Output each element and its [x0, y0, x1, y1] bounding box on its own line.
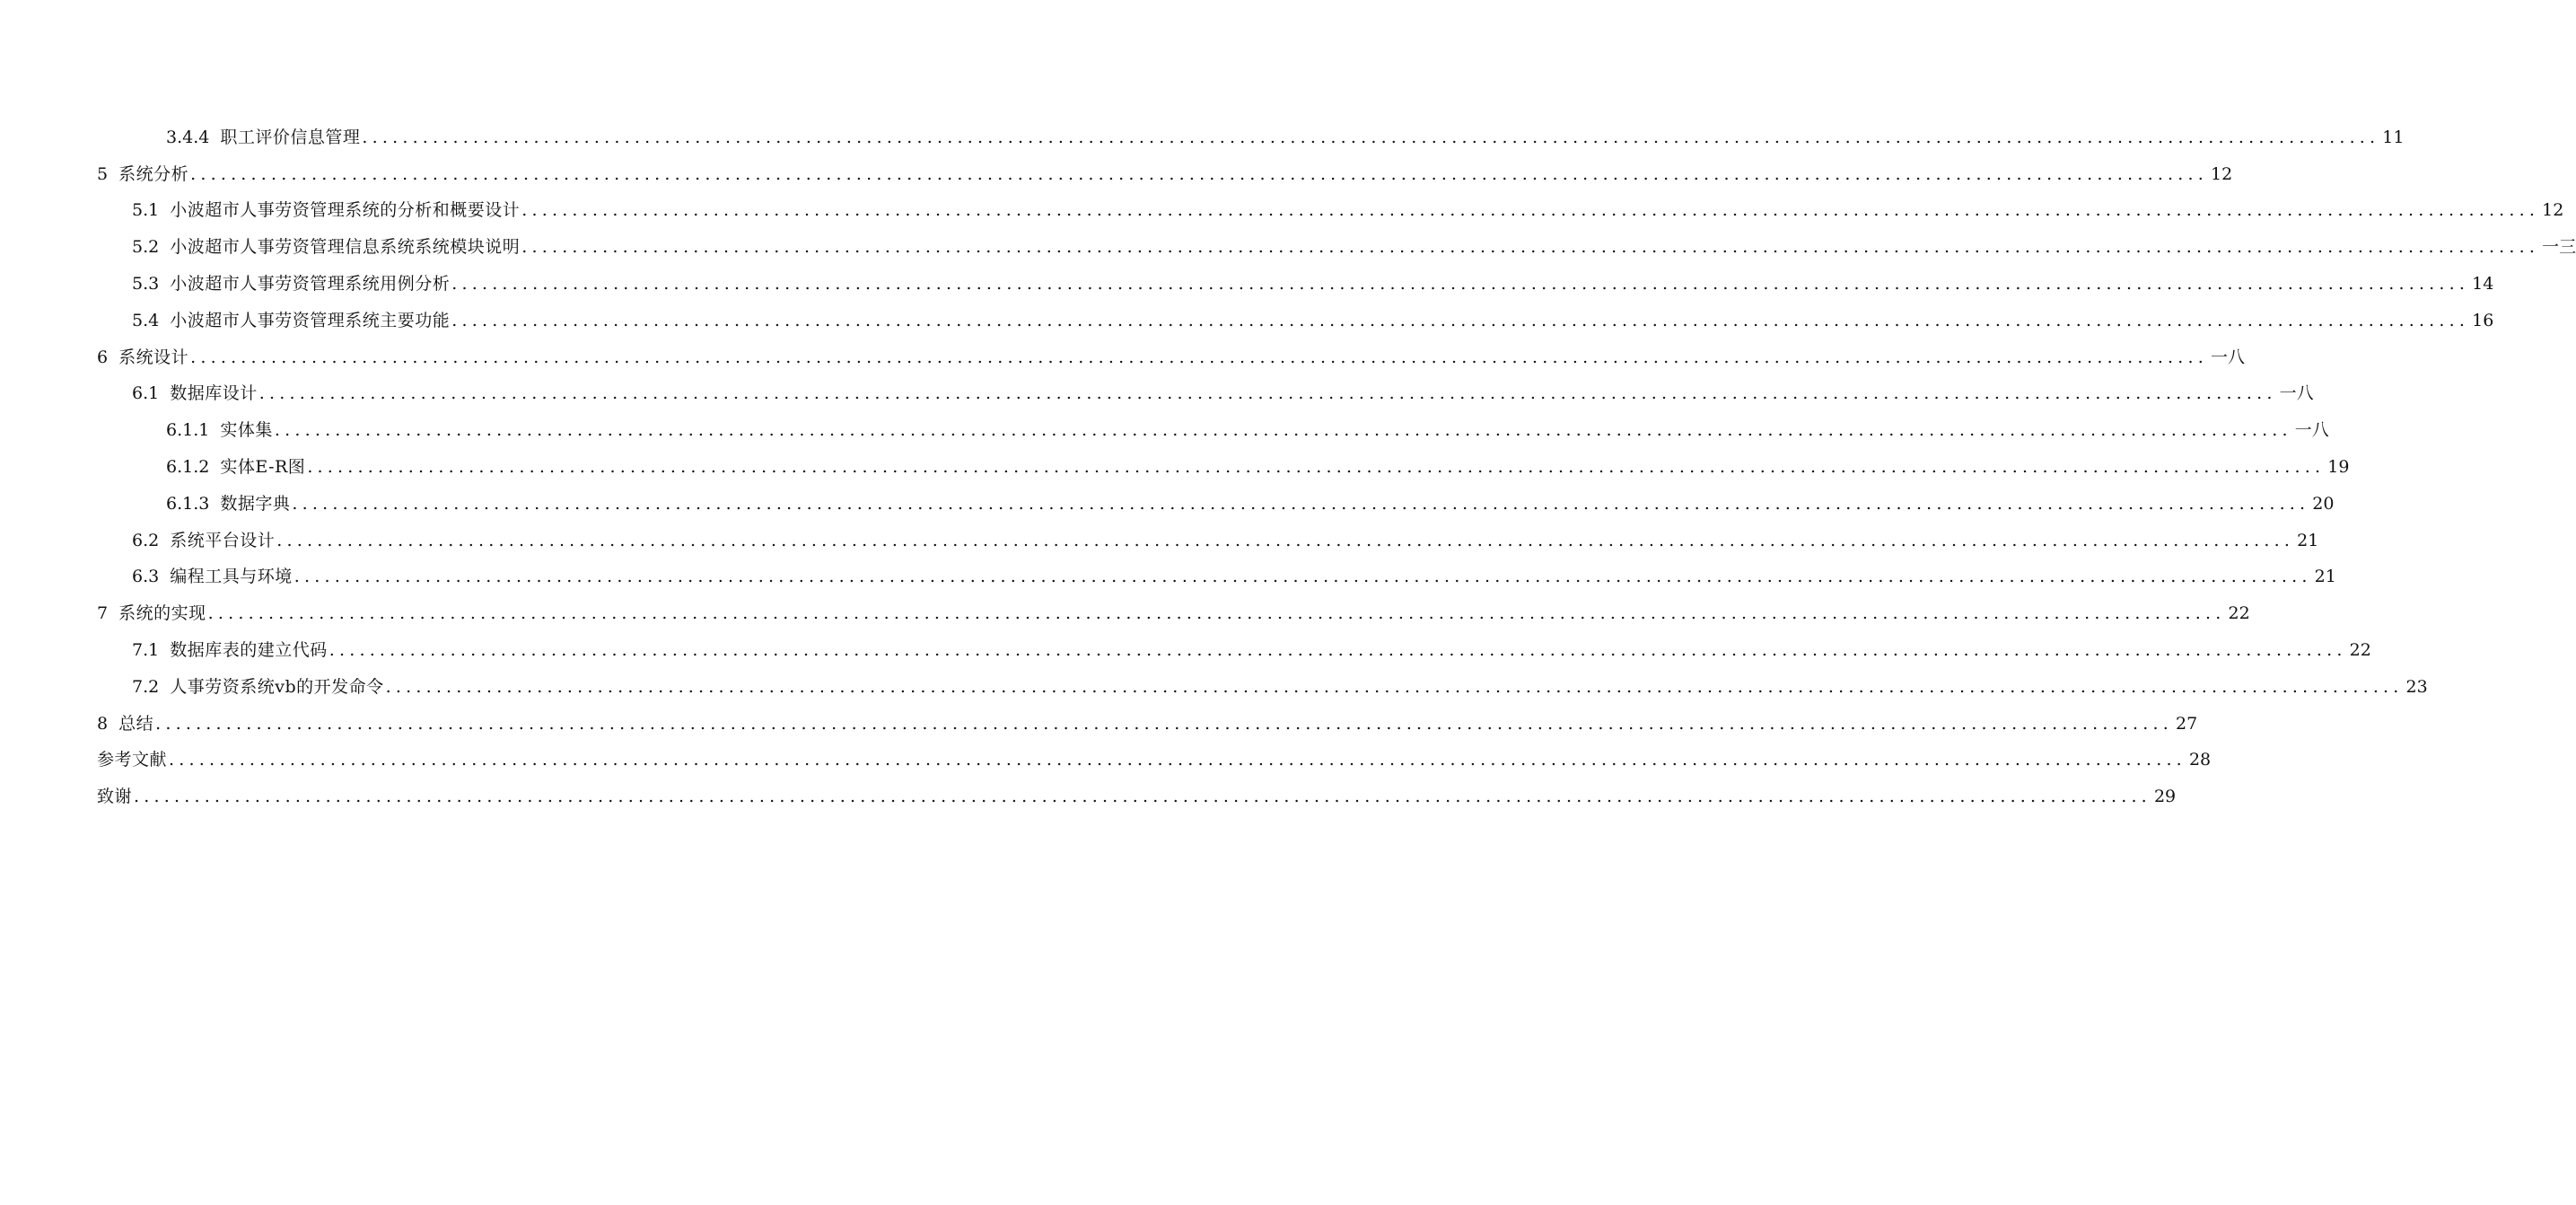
toc-entry-number: 6.1.2: [166, 457, 210, 478]
toc-entry-number: 6.1: [132, 383, 160, 404]
dot-leader: ........................................................................................................................................................................................................: [169, 750, 2186, 770]
table-of-contents: [0, 119, 2576, 815]
toc-entry-number: 7.2: [132, 676, 160, 697]
toc-entry-page: 23: [2405, 676, 2428, 697]
toc-entry[interactable]: [0, 743, 2212, 779]
toc-entry[interactable]: [0, 595, 2250, 632]
dot-leader: ........................................................................................................................................................................................................: [190, 347, 2209, 367]
dot-leader: ........................................................................................................................................................................................................: [294, 567, 2312, 587]
toc-entry[interactable]: [0, 778, 2177, 815]
dot-leader: ........................................................................................................................................................................................................: [258, 383, 2277, 404]
toc-entry-page: 28: [2188, 750, 2212, 770]
toc-entry-title: 小波超市人事劳资管理系统主要功能: [170, 310, 451, 330]
dot-leader: ........................................................................................................................................................................................................: [451, 310, 2470, 330]
toc-entry[interactable]: [0, 193, 2564, 230]
toc-entry-page: 一八: [2211, 347, 2246, 367]
toc-entry-title: 小波超市人事劳资管理系统的分析和概要设计: [170, 200, 521, 221]
toc-entry-title: 小波超市人事劳资管理系统用例分析: [170, 274, 451, 295]
toc-entry-page: 21: [2314, 567, 2336, 587]
dot-leader: ........................................................................................................................................................................................................: [274, 420, 2292, 441]
dot-leader: ........................................................................................................................................................................................................: [155, 713, 2174, 734]
toc-entry[interactable]: [0, 412, 2329, 449]
toc-entry[interactable]: [0, 339, 2246, 376]
toc-entry[interactable]: [0, 119, 2405, 156]
toc-entry[interactable]: [0, 559, 2336, 596]
toc-entry-title: 数据字典: [220, 493, 291, 514]
toc-entry-number: 5: [97, 163, 109, 184]
toc-entry-title: 人事劳资系统vb的开发命令: [170, 676, 384, 697]
toc-entry-title: 实体E-R图: [220, 457, 306, 478]
toc-entry-number: 6.2: [132, 530, 160, 550]
toc-entry[interactable]: [0, 706, 2198, 743]
toc-entry-number: 8: [97, 713, 109, 734]
toc-entry-page: 16: [2472, 310, 2494, 330]
toc-entry[interactable]: [0, 632, 2371, 669]
toc-entry-title: 数据库设计: [170, 383, 258, 404]
toc-entry-title: 系统平台设计: [170, 530, 276, 550]
toc-entry-page: 20: [2312, 493, 2335, 514]
dot-leader: ........................................................................................................................................................................................................: [292, 493, 2310, 514]
toc-entry-title: 总结: [118, 713, 154, 734]
toc-entry-page: 一三: [2542, 237, 2576, 258]
toc-entry-number: 6.1.1: [166, 420, 210, 441]
dot-leader: ........................................................................................................................................................................................................: [521, 200, 2540, 221]
dot-leader: ........................................................................................................................................................................................................: [276, 530, 2295, 550]
toc-entry[interactable]: [0, 669, 2428, 706]
toc-entry-number: 5.1: [132, 200, 160, 221]
toc-entry-title: 职工评价信息管理: [220, 127, 361, 147]
dot-leader: ........................................................................................................................................................................................................: [451, 274, 2470, 295]
toc-entry-page: 11: [2382, 127, 2405, 147]
dot-leader: ........................................................................................................................................................................................................: [521, 237, 2540, 258]
toc-entry-page: 21: [2297, 530, 2319, 550]
toc-entry[interactable]: [0, 486, 2335, 523]
toc-entry-number: 6: [97, 347, 109, 367]
toc-entry-title: 实体集: [220, 420, 273, 441]
dot-leader: ........................................................................................................................................................................................................: [385, 676, 2404, 697]
dot-leader: ........................................................................................................................................................................................................: [207, 603, 2226, 624]
toc-entry-number: 3.4.4: [166, 127, 210, 147]
toc-entry-page: 12: [2211, 163, 2233, 184]
toc-entry-page: 一八: [2294, 420, 2329, 441]
toc-entry-page: 22: [2349, 640, 2371, 661]
dot-leader: ........................................................................................................................................................................................................: [329, 640, 2347, 661]
toc-entry-title: 小波超市人事劳资管理信息系统系统模块说明: [170, 237, 521, 258]
toc-entry-title: 系统的实现: [118, 603, 206, 624]
toc-entry-number: 5.2: [132, 237, 160, 258]
toc-entry[interactable]: [0, 376, 2314, 413]
toc-entry-number: 7: [97, 603, 109, 624]
toc-entry-page: 22: [2228, 603, 2250, 624]
toc-entry-number: 6.3: [132, 567, 160, 587]
toc-entry-number: 6.1.3: [166, 493, 210, 514]
toc-entry-title: 致谢: [97, 787, 133, 807]
toc-entry-title: 编程工具与环境: [170, 567, 293, 587]
toc-entry-page: 27: [2176, 713, 2198, 734]
toc-entry-title: 参考文献: [97, 750, 168, 770]
dot-leader: ........................................................................................................................................................................................................: [362, 127, 2380, 147]
dot-leader: ........................................................................................................................................................................................................: [134, 787, 2151, 807]
toc-entry-title: 系统分析: [118, 163, 189, 184]
toc-entry-number: 5.4: [132, 310, 160, 330]
toc-entry-title: 系统设计: [118, 347, 189, 367]
toc-entry-page: 29: [2153, 787, 2177, 807]
toc-entry-page: 19: [2327, 457, 2350, 478]
toc-entry[interactable]: [0, 266, 2494, 303]
dot-leader: ........................................................................................................................................................................................................: [190, 163, 2209, 184]
toc-entry[interactable]: [0, 449, 2350, 486]
dot-leader: ........................................................................................................................................................................................................: [307, 457, 2326, 478]
toc-entry-number: 7.1: [132, 640, 160, 661]
toc-entry-title: 数据库表的建立代码: [170, 640, 328, 661]
toc-entry-page: 14: [2472, 274, 2494, 295]
toc-entry[interactable]: [0, 229, 2576, 266]
toc-entry-page: 12: [2542, 200, 2564, 221]
toc-entry-number: 5.3: [132, 274, 160, 295]
toc-entry[interactable]: [0, 303, 2494, 339]
toc-entry-page: 一八: [2279, 383, 2314, 404]
toc-entry[interactable]: [0, 156, 2233, 193]
toc-entry[interactable]: [0, 523, 2319, 559]
